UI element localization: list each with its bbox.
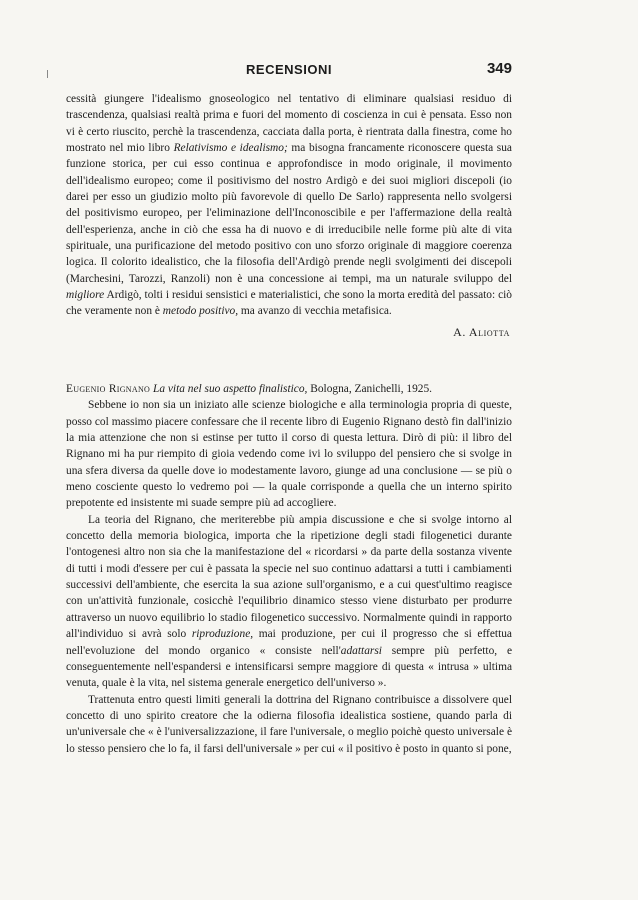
- review-heading: [66, 381, 512, 397]
- body-text: mai produzione, per cui il progresso che si effettua nell'evoluzione del mondo organico « consiste nell': [66, 628, 512, 657]
- running-title: RECENSIONI: [246, 62, 332, 77]
- review-paragraph: [66, 91, 512, 320]
- cited-book-title: Relativismo e idealismo;: [173, 142, 288, 155]
- emphasis-text: metodo positivo,: [162, 305, 239, 318]
- body-text: cessità giungere l'idealismo gnoseologico nel tentativo di eliminare qualsiasi residuo di trascendenza, qualsiasi realtà prima e fuori del momento di coscienza in cui è pensata. Esso non vi è certo riuscito, perchè la trascendenza, cacciata dalla porta, è rientrata dalla finestra, come ho mostrato nel mio libro: [66, 93, 512, 155]
- review-paragraph: [66, 512, 512, 692]
- review-continuation: [66, 91, 512, 340]
- page-header: [66, 62, 512, 82]
- emphasis-text: adattarsi: [340, 644, 382, 657]
- body-text: ma avanzo di vecchia metafisica.: [238, 305, 392, 318]
- review-paragraph: Sebbene io non sia un iniziato alle scienze biologiche e alla terminologia propria di queste, posso col massimo piacere confessare che il recente libro di Eugenio Rignano destò fin dall'inizio la mia attenzione che non si estinse per tutto il corso di questa lettura. Dirò di più: il libro del Rignano mi ha pur riempito di gioia vedendo come ivi lo sviluppo del pensiero che si svolge in una sfera diversa da quelle dove io modestamente lavoro, giunge ad una conclusione — se più o meno cosciente questo lo vedremo poi — la quale corrisponde a quella che un interno spirito prepotente ed insistente mi suade sempre più ad accogliere.: [66, 399, 512, 510]
- body-text: Ardigò, tolti i residui sensistici e materialistici, che sono la morta eredità del passato: ciò che veramente non è: [66, 289, 512, 318]
- reviewed-book-title: La vita nel suo aspetto finalistico,: [152, 383, 308, 395]
- page-number: 349: [486, 60, 512, 77]
- body-text: La teoria del Rignano, che meriterebbe più ampia discussione e che si svolge intorno al concetto della memoria biologica, importa che la ripetizione degli stadi filogenetici durante l'ontogenesi altro non sia che la manifestazione del « ricordarsi » da parte della sostanza vivente di tutti i modi d'essere per cui è passata la specie nel suo continuo adattarsi a tutti i cambiamenti successivi dell'ambiente, che esercita la sua azione sull'organismo, e a cui quest'ultimo reagisce con un'attività funzionale, cosicchè l'equilibrio dinamico stesso viene disturbato per produrre attraverso un nuovo equilibrio lo stadio filogenetico successivo. Normalmente quindi in rapporto all'individuo si avrà solo: [66, 513, 512, 641]
- body-text: sempre più perfetto, e conseguentemente nell'espandersi e intensificarsi sempre maggiore di questa « intrusa » ultima venuta, quale è la vita, nel sistema generale energetico dell'universo ».: [66, 644, 512, 690]
- reviewed-author: Eugenio Rignano: [66, 383, 151, 395]
- reviewer-signature: A. Aliotta: [453, 324, 510, 339]
- emphasis-text: migliore: [66, 289, 105, 302]
- emphasis-text: riproduzione,: [191, 628, 254, 641]
- margin-mark: [47, 70, 48, 78]
- body-text: ma bisogna francamente riconoscere questa sua funzione storica, per cui esso continua e approfondisce in modo originale, il movimento dell'idealismo europeo; come il positivismo del nostro Ardigò e dei suoi migliori discepoli (io darei per esso un giudizio molto più favorevole di quello De Sarlo) rappresenta nello svolgersi del positivismo europeo, per l'eliminazione dell'Inconoscibile e per l'affermazione della realtà dell'esperienza, anche in ciò che essa ha di nuovo e di irreducibile nelle forme più alte di vita spirituale, una purificazione del metodo positivo con uno sforzo originale di maggiore coerenza logica. Il colorito idealistico, che la filosofia dell'Ardigò prende negli svolgimenti dei discepoli (Marchesini, Tarozzi, Ranzoli) non è una concessione ai tempi, ma un naturale sviluppo del: [66, 142, 512, 285]
- review-rignano: [66, 381, 512, 757]
- publication-info: Bologna, Zanichelli, 1925.: [307, 383, 433, 395]
- review-paragraph: Trattenuta entro questi limiti generali la dottrina del Rignano contribuisce a dissolvere quel concetto di uno spirito creatore che la odierna filosofia idealistica sostiene, quando parla di un'universale che « è l'universalizzazione, il fare l'universale, o meglio poichè questo universale è lo stesso pensiero che lo fa, il farsi dell'universale » per cui « il positivo è posto in quanto si pone,: [66, 693, 512, 755]
